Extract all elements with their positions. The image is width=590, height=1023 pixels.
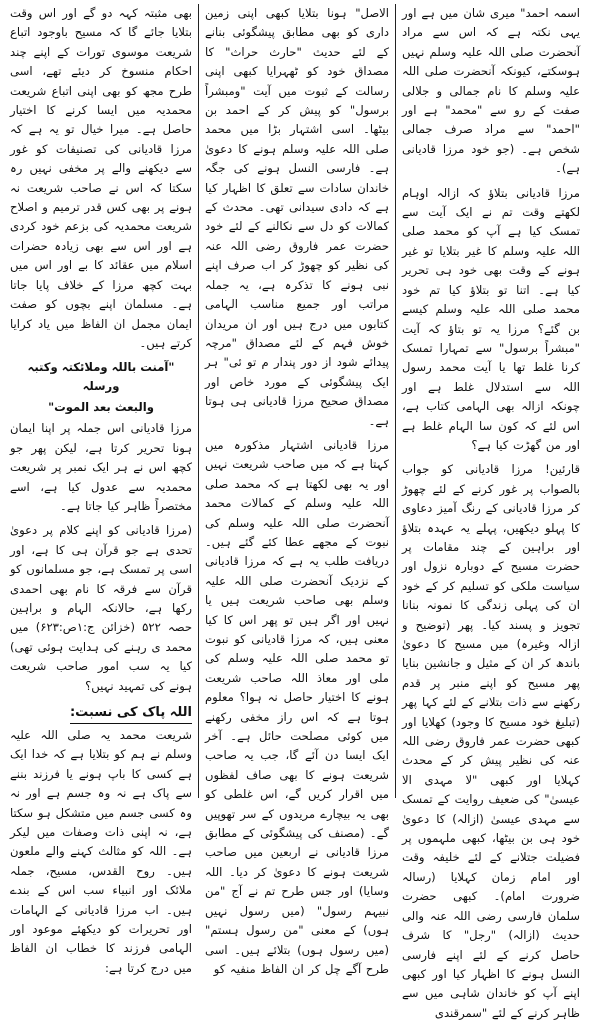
paragraph: (مرزا قادیانی کو اپنے کلام پر دعویٰ تحدی ہے جو قرآن ہی کا ہے، اور اسی پر تمسک ہے، جو مسلمانوں کو قرآن سے فرقہ کا نام بھی احمدی رکھا ہے، حالانکہ الہام و براہین حصہ ۵۲۲ (خزائن ج:۱ص:۶۲۳) میں محمد ی رہنے کی ہدایت ہوئی تھی) کیا یہ سب امور صاحب شریعت ہونے کی تمہید نہیں؟ — [10, 523, 192, 693]
column-right — [396, 4, 586, 1020]
arabic-creed-line: والبعث بعد الموت" — [48, 400, 154, 415]
section-heading: اللہ پاک کی نسبت: — [70, 703, 192, 724]
paragraph: بھی مثبتہ کہہ دو گے اور اس وقت بتلایا جائے گا کہ مسیح باوجود اتباع شریعت موسوی تورات کے اپنے چند احکام منسوخ کر دیئے تھے، اسی طرح مجھ کو بھی اپنی اتباع شریعت محمدیہ میں ایسا کرنے کا اختیار حاصل ہے۔ میرا خیال تو یہ ہے کہ مرزا قادیانی کی تصنیفات کو غور سے دیکھنے والے پر مخفی نہیں رہ سکتا کہ اس نے صاحب شریعت نہ ہونے پر بھی کس قدر ترمیم و اصلاح شریعت محمدیہ کی بزعم خود کردی ہے اور اس سے بھی زیادہ حضرات اسلام میں عقائد کا بے اور اس میں بہت کچھ مرزا کے خلاف پایا جاتا ہے۔ مسلمان اپنے بچوں کو صفت ایمان مجمل ان الفاظ میں یاد کرایا کرتے ہیں۔ — [10, 6, 192, 350]
paragraph: مرزا قادیانی بتلاؤ کہ ازالہ اوہام لکھتے وقت تم نے ایک آیت سے تمسک کیا ہے آپ کو محمد صلی اللہ علیہ وسلم کا غیر بتلایا تو غیر ہونے کے وقت بھی خود ہی تحریر کیا ہے۔ اتنا تو بتلاؤ کیا تم خود محمد صلی اللہ علیہ وسلم کیسے بن گئے؟ مرزا یہ تو بتاؤ کہ آیت "مبشراً برسول" سے تمہارا تمسک کرنا غلط تھا یا آیت محمد رسول اللہ سے استدلال غلط ہے اور چونکہ ازالہ بھی الہامی کتاب ہے، اس لئے کہ کون سا الہام غلط ہے اور من گھڑت کیا ہے؟ — [402, 185, 580, 452]
column-left — [4, 4, 198, 975]
arabic-creed-line: "آمنت باللہ وملائکتہ وکتبہ ورسلہ — [27, 360, 175, 394]
paragraph: اسمہ احمد" میری شان میں ہے اور یہی نکتہ ہے کہ اس سے مراد آنحضرت صلی اللہ علیہ وسلم نہیں ہوسکتے، کیونکہ آنحضرت صلی اللہ علیہ وسلم کا نام جمالی و جلالی صفت کے رو سے "محمد" ہے اور "احمد" سے مراد صرف جمالی شخص ہے۔ (جو خود مرزا قادیانی ہے)۔ — [402, 6, 580, 176]
paragraph: شریعت محمد یہ صلی اللہ علیہ وسلم نے ہم کو بتلایا ہے کہ خدا ایک ہے کسی کا باپ ہونے یا فرزند بننے سے پاک ہے نہ وہ جسم ہے اور نہ وہ کسی جسم میں متشکل ہو سکتا ہے، نہ اپنی ذات وصفات میں لیکر ہے۔ اللہ کو مثالث کہنے والے ملعون ہیں۔ روح القدس، مسیح، جملہ ملائک اور انبیاء سب اس کے بندے ہیں۔ اب مرزا قادیانی کے الہامات اور تحریرات کو دیکھئے موعود اور الہامی فرزند کا خطاب ان الفاظ میں درج کرتا ہے: — [10, 728, 192, 975]
paragraph: مرزا قادیانی اشتہار مذکورہ میں کہتا ہے کہ میں صاحب شریعت نہیں اور یہ بھی لکھتا ہے کہ محمد صلی اللہ علیہ وسلم کے کمالات محمد آنحضرت صلی اللہ علیہ وسلم کی نبوت کے مجھے عطا کئے گئے ہیں۔ دریافت طلب یہ ہے کہ مرزا قادیانی کے نزدیک آنحضرت صلی اللہ علیہ وسلم بھی صاحب شریعت ہیں یا نہیں اور اگر ہیں تو پھر اس کا کیا معنی ہیں، کہ مرزا قادیانی کو نبوت تو محمد صلی اللہ علیہ وسلم کی ملی اور معاذ اللہ صاحب شریعت ہونے کا اختیار حاصل نہ ہوا؟ معلوم ہوتا ہے کہ اس راز مخفی رکھنے میں کوئی مصلحت حائل ہے۔ آخر ایک ایسا دن آئے گا، جب یہ صاحب شریعت ہونے کا بھی صاف لفظوں میں اقرار کریں گے، اس غلطی کو بھی یہ بیچارے مریدوں کے سر تھوپیں گے۔ (مصنف کی پیشگوئی کے مطابق مرزا قادیانی نے اربعین میں صاحب شریعت ہونے کا دعویٰ کر دیا۔ اللہ وسایا) اور جس طرح تم نے آج "من نبیہم رسول" (میں رسول نہیں ہوں) کے معنی "من رسول ہستم" (میں رسول ہوں) بتلائے ہیں۔ اسی طرح آگے چل کر ان الفاظ منفیہ کو — [205, 437, 389, 976]
paragraph: مرزا قادیانی اس جملہ پر اپنا ایمان ہونا تحریر کرتا ہے، لیکن پھر جو کچھ اس نے ہر ایک نمبر پر شریعت محمدیہ سے عدول کیا ہے، اسے مختصراً ظاہر کیا جاتا ہے۔ — [10, 421, 192, 513]
paragraph: قارئین! مرزا قادیانی کو جواب بالصواب پر غور کرنے کے لئے چھوڑ کر مرزا قادیانی کے رنگ آمیز دعاوی کا پہلو دیکھیں، پہلے یہ عہدہ بتلاؤ اور براہین کے چند مقامات پر حضرت مسیح کے دوبارہ نزول اور سیاست ملکی کو تسلیم کر کے خود ان کی پہلی زندگی کا نمونہ بنانا تجویز و پسند کیا۔ پھر (توضیح و ازالہ وغیرہ) میں مسیح کا دعویٰ باندھ کر ان کے مثیل و جانشین بنایا پھر مسیح کو اپنے منبر پر قدم رکھنے سے ذات بتلانے کے لئے کہا پھر (تبلیغ خود مسیح کا وجود) کھلایا اور کبھی حضرت عمر فاروق رضی اللہ عنہ کی نظیر پیش کر کے محدث کہلایا اور کبھی "لا مہدی الا عیسیٰ" کی ضعیف روایت کے تمسک سے مہدی عیسیٰ (ازالہ) کا دعویٰ خود ہی بن بیٹھا، کبھی ملہموں پر فضیلت جتلانے کے لئے خلیفہ وقت اور امام زمان کہلایا (رسالہ ضرورت امام)۔ کبھی حضرت سلمان فارسی رضی اللہ عنہ والی حدیث (ازالہ) "رجل" کا شرف حاصل کرنے کے لئے اپنے فارسی النسل ہونے کا اظہار کیا اور کبھی اپنے آپ کو خاندان شاہی میں سے ظاہر کرنے کے لئے "سمرقندی — [402, 462, 580, 1020]
paragraph: الاصل" ہونا بتلایا کبھی اپنی زمین داری کو بھی مطابق پیشگوئی بنانے کے لئے حدیث "حارث حراث" کا مصداق خود کو ٹھہرایا کبھی اپنی رسالت کے ثبوت میں آیت "ومبشراً برسول" کو پیش کر کے احمد بن بیٹھا۔ اسی اشتہار بڑا میں محمد صلی اللہ علیہ وسلم ہونے کا دعویٰ ہے۔ فارسی النسل ہونے کی جگہ خاندان سادات سے تعلق کا اظہار کیا ہے کہ دادی سیدانی تھی۔ محدث کے کمالات کو دل سے نکالنے کے لئے خود حضرت عمر فاروق رضی اللہ عنہ کی نظیر کو چھوڑ کر اب صرف اپنے نبی ہونے کا تذکرہ ہے، یہ جملہ مراتب اور جمیع مناسب الہامی کتابوں میں درج ہیں اور ان مریدان خوش فہم کے لئے مصداق "مرچہ پیدائے شود از دور پندار م تو ئی" ہر ایک پیشگوئی کے مورد خاص اور مصداق صحیح مرزا قادیانی ہی ہوتا ہے۔ — [205, 6, 389, 428]
column-middle — [198, 4, 396, 976]
